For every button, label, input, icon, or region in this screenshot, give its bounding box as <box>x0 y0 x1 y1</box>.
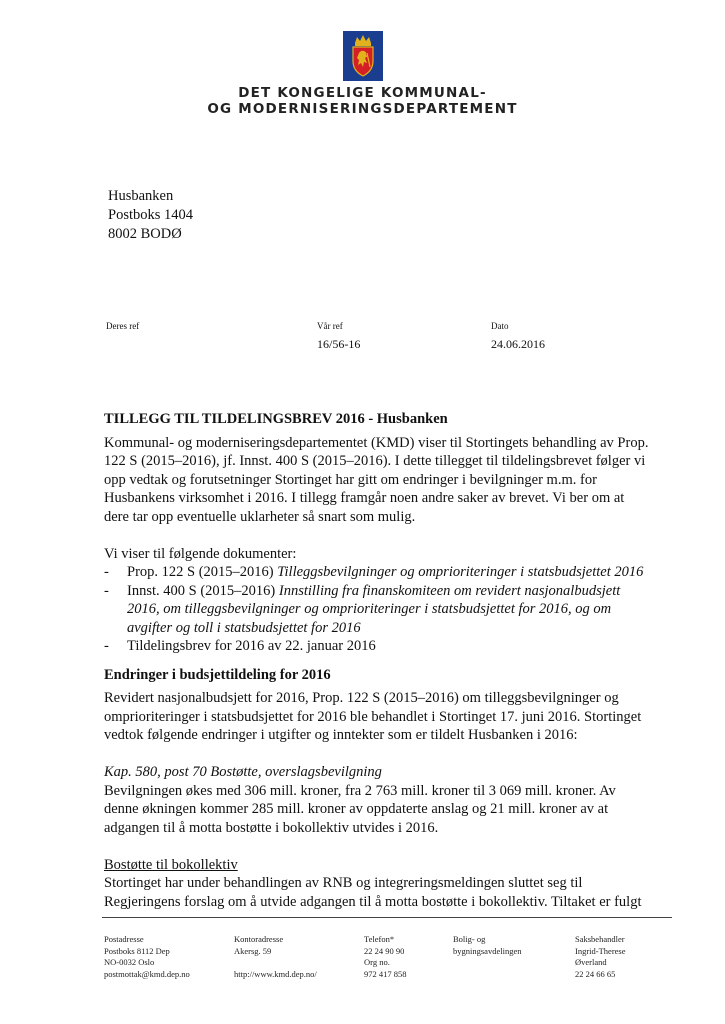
var-ref-value: 16/56-16 <box>317 337 361 351</box>
letter-body <box>104 410 652 911</box>
footer-divider <box>102 917 672 918</box>
footer-text: Org no. <box>364 957 390 967</box>
footer-telefon <box>364 934 407 980</box>
kap-paragraph: Bevilgningen økes med 306 mill. kroner, fra 2 763 mill. kroner til 3 069 mill. kroner. Av denne økningen kommer 285 mill. kroner av oppdaterte anslag og 21 mill. kroner av at adgangen til å motta bostøtte i bokollektiv utvides i 2016. <box>104 782 616 836</box>
footer-avdeling <box>453 934 521 957</box>
footer-postadresse <box>104 934 190 980</box>
kap-heading-text: Kap. 580, post 70 Bostøtte, overslagsbevilgning <box>104 764 382 780</box>
date-label: Dato <box>491 321 509 331</box>
var-ref-label: Vår ref <box>317 321 343 331</box>
footer-text: NO-0032 Oslo <box>104 957 155 967</box>
recipient-postal: 8002 BODØ <box>108 226 182 242</box>
footer-label: Kontoradresse <box>234 934 284 944</box>
doc-ref: Prop. 122 S (2015–2016) <box>127 564 278 580</box>
footer-label: Saksbehandler <box>575 934 625 944</box>
list-item: - Prop. 122 S (2015–2016) Tilleggsbevilgninger og omprioriteringer i statsbudsjettet 2016 <box>104 564 644 580</box>
document-list <box>104 563 652 656</box>
footer-text: Bolig- og <box>453 934 486 944</box>
recipient-address <box>108 187 193 244</box>
footer-text: Postboks 8112 Dep <box>104 945 170 956</box>
bostotte-paragraph: Stortinget har under behandlingen av RNB og integreringsmeldingen sluttet seg til Regjeringens forslag om å utvide adgangen til å motta bostøtte i bokollektiv. Tiltaket er fulgt <box>104 875 642 910</box>
list-item: - Tildelingsbrev for 2016 av 22. januar 2016 <box>104 638 376 654</box>
bostotte-heading: Bostøtte til bokollektiv <box>104 856 238 873</box>
footer-text: Ingrid-Therese <box>575 945 626 956</box>
list-item: - Innst. 400 S (2015–2016) Innstilling fra finanskomiteen om revidert nasjonalbudsjett 2016, om tilleggsbevilgninger og omprioriteringer i statsbudsjettet for 2016, og om avgifter og toll i statsbudsjettet for 2016 <box>104 582 621 636</box>
intro-paragraph: Kommunal- og moderniseringsdepartementet (KMD) viser til Stortingets behandling av Prop. 122 S (2015–2016), jf. Innst. 400 S (2015–2016). I dette tillegget til tildelingsbrevet følger vi opp vedtak og forutsetninger Stortinget har gitt om endringer i bevilgninger m.m. for Husbankens virksomhet i 2016. I tillegg framgår noen andre saker av brevet. Vi ber om at dere tar opp eventuelle uklarheter så snart som mulig. <box>104 434 649 525</box>
recipient-street: Postboks 1404 <box>108 207 194 223</box>
kap-heading <box>104 763 652 782</box>
footer-text: 22 24 90 90 <box>364 945 405 956</box>
doc-ref: Tildelingsbrev for 2016 av 22. januar 2016 <box>127 638 376 654</box>
footer-kontoradresse <box>234 934 317 980</box>
section-paragraph: Revidert nasjonalbudsjett for 2016, Prop. 122 S (2015–2016) om tilleggsbevilgninger og omprioriteringer i statsbudsjettet for 2016 ble behandlet i Stortinget 17. juni 2016. Stortinget vedtok følgende endringer i utgifter og inntekter som er tildelt Husbanken i 2016: <box>104 690 642 743</box>
date-value: 24.06.2016 <box>491 337 545 351</box>
footer-web-link[interactable]: http://www.kmd.dep.no/ <box>234 968 317 979</box>
doc-title: Innstilling fra finanskomiteen om revidert nasjonalbudsjett 2016, om tilleggsbevilgninger og omprioriteringer i statsbudsjettet for 2016, og om avgifter og toll i statsbudsjettet for 2016 <box>127 582 621 636</box>
deres-ref-label: Deres ref <box>106 321 140 331</box>
recipient-name: Husbanken <box>108 188 174 204</box>
footer-email-link[interactable]: postmottak@kmd.dep.no <box>104 968 190 979</box>
dept-name-line-2: OG MODERNISERINGSDEPARTEMENT <box>207 101 518 117</box>
footer-text: Øverland <box>575 957 607 967</box>
docs-intro: Vi viser til følgende dokumenter: <box>104 545 297 562</box>
coat-of-arms-icon <box>343 31 383 81</box>
doc-title: Tilleggsbevilgninger og omprioriteringer i statsbudsjettet 2016 <box>277 564 644 580</box>
footer-text: Akersg. 59 <box>234 945 272 956</box>
footer-label: Postadresse <box>104 934 144 944</box>
footer-text: 22 24 66 65 <box>575 968 616 979</box>
doc-ref: Innst. 400 S (2015–2016) <box>127 582 279 599</box>
footer-saksbehandler <box>575 934 626 980</box>
footer-text: bygningsavdelingen <box>453 945 522 956</box>
footer-text: 972 417 858 <box>364 968 407 979</box>
dept-name-line-1: DET KONGELIGE KOMMUNAL- <box>238 85 487 101</box>
footer-label: Telefon* <box>364 934 395 944</box>
letter-title: TILLEGG TIL TILDELINGSBREV 2016 - Husbanken <box>104 411 448 427</box>
section-heading: Endringer i budsjettildeling for 2016 <box>104 666 331 683</box>
